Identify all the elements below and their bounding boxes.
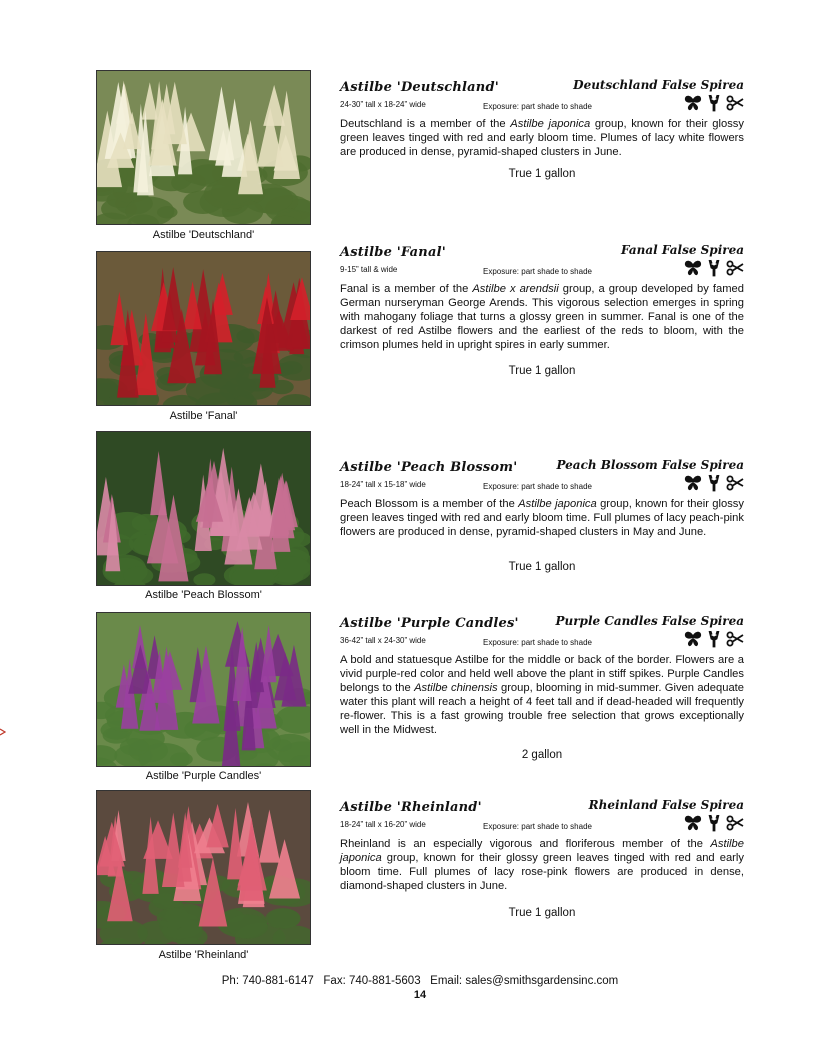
- butterfly-icon: [684, 94, 702, 112]
- deer-resistant-icon: [705, 259, 723, 277]
- footer-contact: Ph: 740-881-6147 Fax: 740-881-5603 Email: sales@smithsgardensinc.com: [221, 975, 619, 987]
- common-name: Purple Candles False Spirea: [555, 614, 744, 628]
- pot-size: True 1 gallon: [508, 365, 576, 377]
- plant-size: 9-15” tall & wide: [340, 265, 398, 274]
- pot-size: True 1 gallon: [508, 907, 576, 919]
- deer-resistant-icon: [705, 474, 723, 492]
- attribute-icons: [684, 630, 744, 648]
- plant-size: 18-24” tall x 16-20” wide: [340, 820, 426, 829]
- butterfly-icon: [684, 630, 702, 648]
- photo-caption: Astilbe 'Peach Blossom': [145, 589, 262, 601]
- plant-name: Astilbe 'Deutschland': [340, 80, 499, 95]
- photo-caption: Astilbe 'Fanal': [169, 410, 238, 422]
- common-name: Deutschland False Spirea: [573, 78, 744, 92]
- exposure-label: Exposure: part shade to shade: [483, 482, 592, 491]
- plant-photo: [96, 612, 311, 767]
- exposure-label: Exposure: part shade to shade: [483, 102, 592, 111]
- photo-caption: Astilbe 'Purple Candles': [145, 770, 262, 782]
- plant-name: Astilbe 'Rheinland': [340, 800, 482, 815]
- exposure-label: Exposure: part shade to shade: [483, 267, 592, 276]
- page-number: 14: [413, 989, 427, 1001]
- deer-resistant-icon: [705, 94, 723, 112]
- plant-size: 36-42” tall x 24-30” wide: [340, 636, 426, 645]
- plant-description: Deutschland is a member of the Astilbe japonica group, known for their glossy green leaves tinged with red and early bloom time. Plumes of lacy white flowers are produced in dense, pyramid-shaped clusters in June.: [340, 118, 744, 158]
- butterfly-icon: [684, 259, 702, 277]
- plant-description: Peach Blossom is a member of the Astilbe japonica group, known for their glossy green leaves tinged with red and early bloom time. Full plumes of lacy peach-pink flowers are produced in dense, pyramid-shaped clusters in May and June.: [340, 498, 744, 538]
- cut-flower-icon: [726, 94, 744, 112]
- plant-name: Astilbe 'Fanal': [340, 245, 446, 260]
- attribute-icons: [684, 814, 744, 832]
- pot-size: 2 gallon: [521, 749, 563, 761]
- cut-flower-icon: [726, 259, 744, 277]
- deer-resistant-icon: [705, 814, 723, 832]
- plant-description: A bold and statuesque Astilbe for the middle or back of the border. Flowers are a vivid purple-red color and held well above the plant in stiff spikes. Purple Candles belongs to the Astilbe chinensis group, blooming in mid-summer. Given adequate water this plant will reach a height of 4 feet tall and if dead-headed will frequently re-flower. This is a fast growing trouble free selection that grows exceptionally well in the Midwest.: [340, 654, 745, 736]
- cut-flower-icon: [726, 474, 744, 492]
- exposure-label: Exposure: part shade to shade: [483, 638, 592, 647]
- cut-flower-icon: [726, 814, 744, 832]
- plant-description: Fanal is a member of the Astilbe x arendsii group, a group developed by famed German nurseryman George Arends. This vigorous selection emerges in spring with mahogany foliage that turns a glossy green in summer. Fanal is one of the darkest of red Astilbe flowers and the earliest of the reds to bloom, with the crimson plumes held in upright spires in early summer.: [340, 283, 744, 351]
- common-name: Peach Blossom False Spirea: [556, 458, 744, 472]
- common-name: Rheinland False Spirea: [588, 798, 744, 812]
- plant-description: Rheinland is an especially vigorous and floriferous member of the Astilbe japonica group, known for their glossy green leaves tinged with red and early bloom time. Full plumes of lacy rose-pink flowers are produced in dense, diamond-shaped clusters in June.: [340, 838, 744, 892]
- photo-caption: Astilbe 'Rheinland': [158, 949, 249, 961]
- plant-photo: [96, 251, 311, 406]
- cut-flower-icon: [726, 630, 744, 648]
- deer-resistant-icon: [705, 630, 723, 648]
- plant-name: Astilbe 'Peach Blossom': [340, 460, 518, 475]
- margin-mark: [0, 728, 6, 736]
- plant-photo: [96, 431, 311, 586]
- plant-size: 18-24” tall x 15-18” wide: [340, 480, 426, 489]
- attribute-icons: [684, 474, 744, 492]
- common-name: Fanal False Spirea: [621, 243, 744, 257]
- pot-size: True 1 gallon: [508, 561, 576, 573]
- plant-size: 24-30” tall x 18-24” wide: [340, 100, 426, 109]
- butterfly-icon: [684, 814, 702, 832]
- attribute-icons: [684, 94, 744, 112]
- butterfly-icon: [684, 474, 702, 492]
- pot-size: True 1 gallon: [508, 168, 576, 180]
- plant-name: Astilbe 'Purple Candles': [340, 616, 519, 631]
- plant-photo: [96, 790, 311, 945]
- exposure-label: Exposure: part shade to shade: [483, 822, 592, 831]
- photo-caption: Astilbe 'Deutschland': [152, 229, 255, 241]
- attribute-icons: [684, 259, 744, 277]
- plant-photo: [96, 70, 311, 225]
